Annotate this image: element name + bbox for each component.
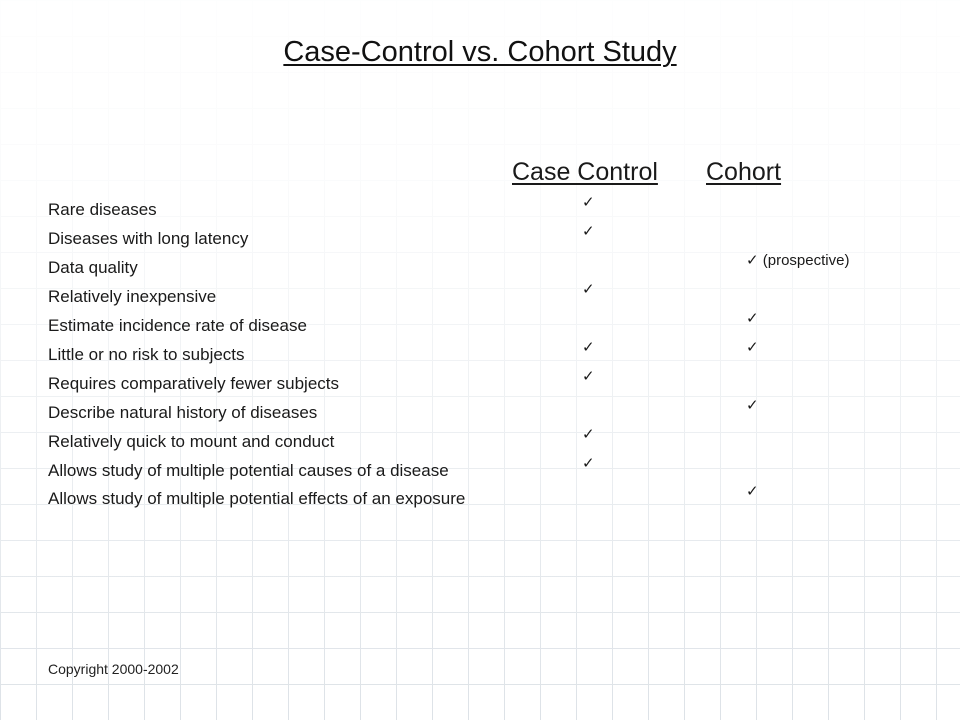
case-control-check-mark: ✓ xyxy=(582,194,595,211)
row-label: Estimate incidence rate of disease xyxy=(48,316,307,335)
row-label: Allows study of multiple potential effects of an exposure xyxy=(48,489,466,508)
row-label: Relatively inexpensive xyxy=(48,287,217,306)
table-row xyxy=(0,281,960,316)
table-row xyxy=(0,455,960,490)
case-control-check-mark: ✓ xyxy=(582,368,595,385)
cohort-check-mark: ✓ (prospective) xyxy=(746,252,850,269)
row-label: Diseases with long latency xyxy=(48,229,249,248)
row-label: Little or no risk to subjects xyxy=(48,345,245,364)
table-row xyxy=(0,368,960,403)
table-row xyxy=(0,483,960,518)
cohort-check-mark: ✓ xyxy=(746,339,759,356)
table-row xyxy=(0,252,960,287)
case-control-check-mark: ✓ xyxy=(582,339,595,356)
case-control-check-mark: ✓ xyxy=(582,426,595,443)
row-label: Describe natural history of diseases xyxy=(48,403,318,422)
column-header-cohort: Cohort xyxy=(706,158,782,186)
row-label: Relatively quick to mount and conduct xyxy=(48,432,335,451)
cohort-check-mark: ✓ xyxy=(746,483,759,500)
cohort-check-mark: ✓ xyxy=(746,310,759,327)
table-row xyxy=(0,194,960,229)
column-header-case-control: Case Control xyxy=(512,158,658,186)
row-label: Requires comparatively fewer subjects xyxy=(48,374,340,393)
row-label: Rare diseases xyxy=(48,200,157,219)
table-row xyxy=(0,339,960,374)
table-row xyxy=(0,397,960,432)
copyright-notice: Copyright 2000-2002 xyxy=(48,661,179,677)
case-control-check-mark: ✓ xyxy=(582,223,595,240)
cohort-check-mark: ✓ xyxy=(746,397,759,414)
case-control-check-mark: ✓ xyxy=(582,281,595,298)
row-label: Data quality xyxy=(48,258,138,277)
row-label: Allows study of multiple potential causes of a disease xyxy=(48,461,449,480)
case-control-check-mark: ✓ xyxy=(582,455,595,472)
slide-title: Case-Control vs. Cohort Study xyxy=(283,36,677,68)
table-row xyxy=(0,310,960,345)
table-row xyxy=(0,426,960,461)
